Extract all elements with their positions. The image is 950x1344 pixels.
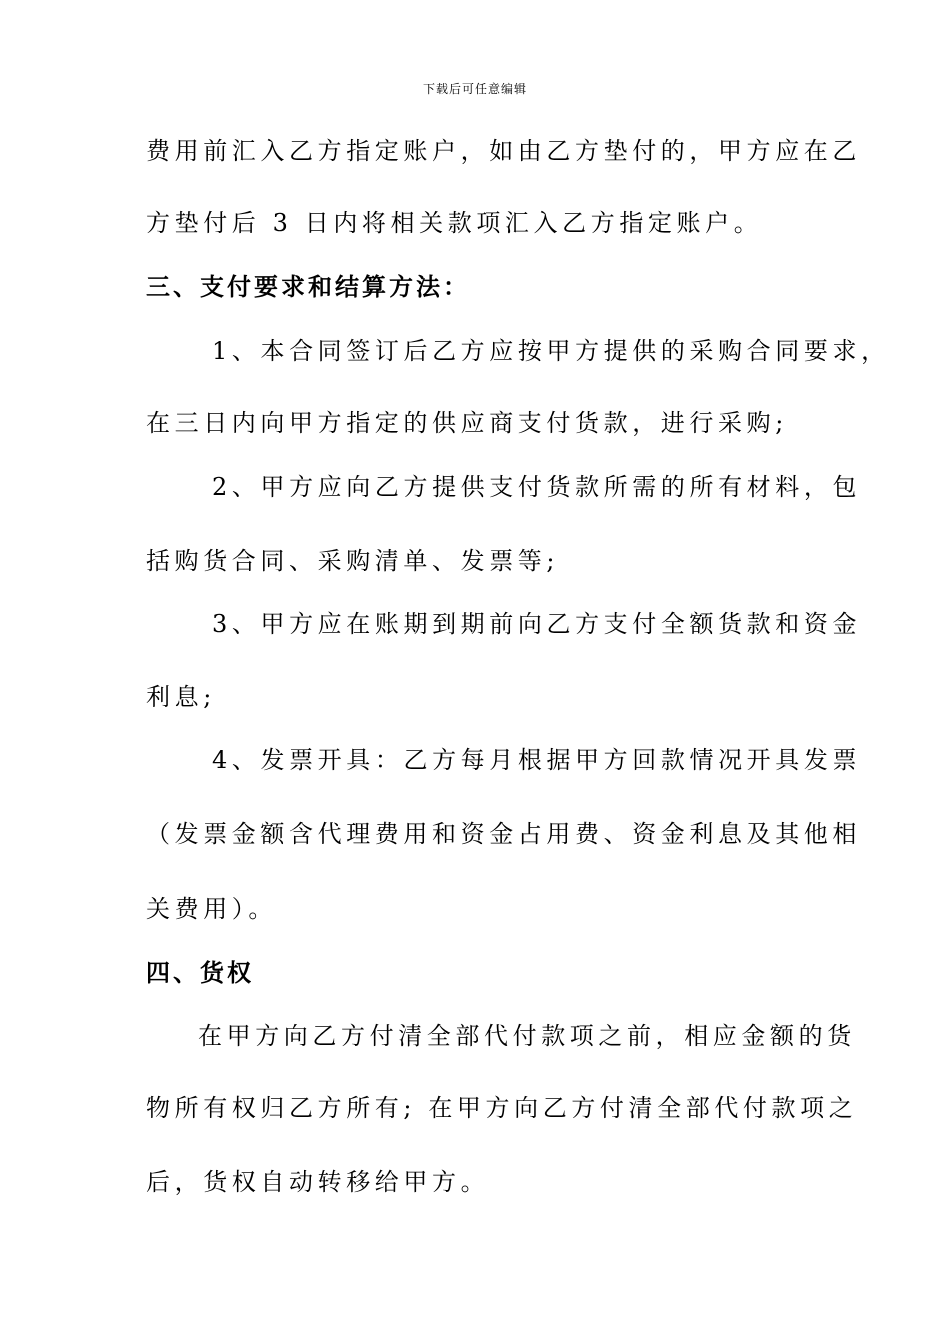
list-item: 4、发票开具：乙方每月根据甲方回款情况开具发票: [212, 746, 862, 774]
paragraph-line: 费用前汇入乙方指定账户，如由乙方垫付的，甲方应在乙: [146, 137, 861, 165]
paragraph-line: 后，货权自动转移给甲方。: [146, 1168, 490, 1196]
paragraph-line: 关费用）。: [146, 895, 277, 923]
paragraph-line: （发票金额含代理费用和资金占用费、资金利息及其他相: [146, 820, 861, 848]
paragraph-line: 利息;: [146, 683, 216, 711]
paragraph-line: 在三日内向甲方指定的供应商支付货款，进行采购;: [146, 409, 788, 437]
paragraph-line: 在甲方向乙方付清全部代付款项之前，相应金额的货: [198, 1022, 856, 1050]
paragraph-line: 物所有权归乙方所有; 在甲方向乙方付清全部代付款项之: [146, 1094, 858, 1122]
paragraph-line: 方垫付后 3 日内将相关款项汇入乙方指定账户。: [146, 209, 763, 237]
paragraph-line: 括购货合同、采购清单、发票等;: [146, 547, 560, 575]
list-item: 1、本合同签订后乙方应按甲方提供的采购合同要求，: [212, 337, 890, 365]
section-heading-title: 四、货权: [146, 959, 254, 987]
page-header: 下载后可任意编辑: [422, 82, 527, 96]
list-item: 2、甲方应向乙方提供支付货款所需的所有材料，包: [212, 473, 862, 501]
list-item: 3、甲方应在账期到期前向乙方支付全额货款和资金: [212, 610, 862, 638]
section-heading-payment: 三、支付要求和结算方法：: [146, 273, 470, 301]
